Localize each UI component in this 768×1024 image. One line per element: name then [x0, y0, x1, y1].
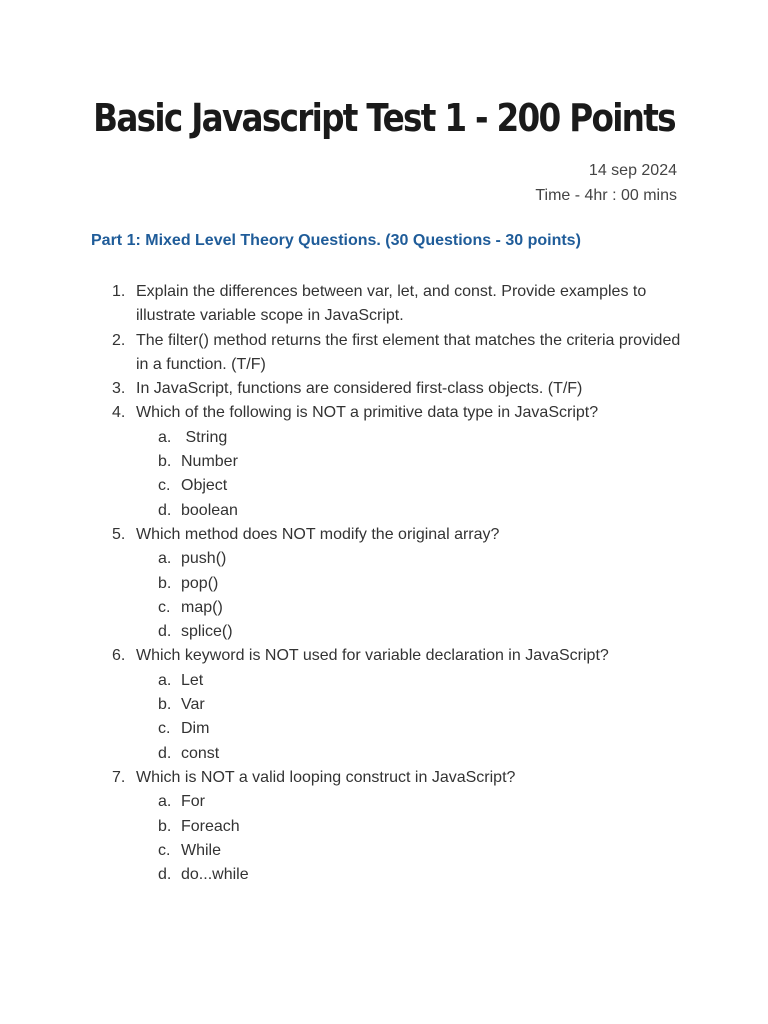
- option-letter: b.: [158, 817, 172, 835]
- option-letter: c.: [158, 720, 171, 738]
- answer-option: [136, 863, 691, 887]
- option-text: While: [181, 841, 222, 859]
- option-letter: d.: [158, 623, 172, 641]
- option-letter: d.: [158, 866, 172, 884]
- option-letter: a.: [158, 793, 172, 811]
- answer-option: [136, 693, 691, 717]
- option-letter: c.: [158, 841, 171, 859]
- question-number: 7.: [112, 768, 126, 786]
- question-number: 3.: [112, 380, 126, 398]
- option-text: boolean: [181, 501, 238, 519]
- question-item: [91, 523, 691, 644]
- answer-option: [136, 815, 691, 839]
- option-text: String: [181, 428, 228, 446]
- test-date: 14 sep 2024: [588, 162, 677, 179]
- option-letter: d.: [158, 501, 172, 519]
- answer-option: [136, 596, 691, 620]
- answer-option: [136, 547, 691, 571]
- option-text: do...while: [181, 866, 249, 884]
- answer-option: [136, 474, 691, 498]
- option-text: Object: [181, 477, 228, 495]
- answer-option: [136, 839, 691, 863]
- question-item: [91, 329, 691, 378]
- option-letter: b.: [158, 574, 172, 592]
- question-number: 4.: [112, 404, 126, 422]
- option-text: Var: [181, 696, 205, 714]
- question-number: 1.: [112, 283, 126, 300]
- option-list: [136, 669, 691, 766]
- question-item: [91, 280, 691, 329]
- option-text: splice(): [181, 623, 233, 641]
- question-item: [91, 644, 691, 765]
- option-letter: d.: [158, 744, 172, 762]
- option-list: [136, 790, 691, 887]
- option-letter: a.: [158, 671, 172, 689]
- question-number: 6.: [112, 647, 126, 665]
- option-letter: b.: [158, 453, 172, 471]
- option-letter: b.: [158, 696, 172, 714]
- question-item: [91, 401, 691, 522]
- test-meta: [535, 158, 677, 208]
- option-list: [136, 426, 691, 523]
- question-item: [91, 377, 691, 401]
- answer-option: [136, 742, 691, 766]
- answer-option: [136, 790, 691, 814]
- question-text: Which of the following is NOT a primitive data type in JavaScript?: [136, 404, 599, 422]
- answer-option: [136, 717, 691, 741]
- option-text: Let: [181, 671, 204, 689]
- option-text: push(): [181, 550, 227, 568]
- option-text: pop(): [181, 574, 219, 592]
- page-title: Basic Javascript Test 1 - 200 Points: [93, 96, 675, 140]
- question-list: [91, 280, 691, 887]
- option-text: map(): [181, 598, 223, 616]
- part-heading: Part 1: Mixed Level Theory Questions. (30 Questions - 30 points): [91, 232, 581, 249]
- question-text: In JavaScript, functions are considered first-class objects. (T/F): [136, 380, 583, 398]
- test-duration: Time - 4hr : 00 mins: [535, 187, 677, 204]
- question-text: Which is NOT a valid looping construct in JavaScript?: [136, 768, 516, 786]
- option-letter: a.: [158, 428, 172, 446]
- option-letter: c.: [158, 598, 171, 616]
- answer-option: [136, 620, 691, 644]
- question-item: [91, 766, 691, 887]
- answer-option: [136, 450, 691, 474]
- answer-option: [136, 572, 691, 596]
- option-text: For: [181, 793, 205, 811]
- option-text: Foreach: [181, 817, 240, 835]
- answer-option: [136, 499, 691, 523]
- answer-option: [136, 669, 691, 693]
- question-text: Which method does NOT modify the original array?: [136, 525, 500, 543]
- option-text: Dim: [181, 720, 210, 738]
- option-letter: a.: [158, 550, 172, 568]
- question-text: Which keyword is NOT used for variable declaration in JavaScript?: [136, 647, 609, 665]
- option-text: const: [181, 744, 220, 762]
- question-text: Explain the differences between var, let, and const. Provide examples to illustrate variable scope in JavaScript.: [136, 283, 647, 325]
- option-letter: c.: [158, 477, 171, 495]
- question-number: 2.: [112, 331, 126, 349]
- question-text: The filter() method returns the first element that matches the criteria provided in a function. (T/F): [136, 331, 681, 373]
- question-number: 5.: [112, 525, 126, 543]
- option-text: Number: [181, 453, 238, 471]
- answer-option: [136, 426, 691, 450]
- option-list: [136, 547, 691, 644]
